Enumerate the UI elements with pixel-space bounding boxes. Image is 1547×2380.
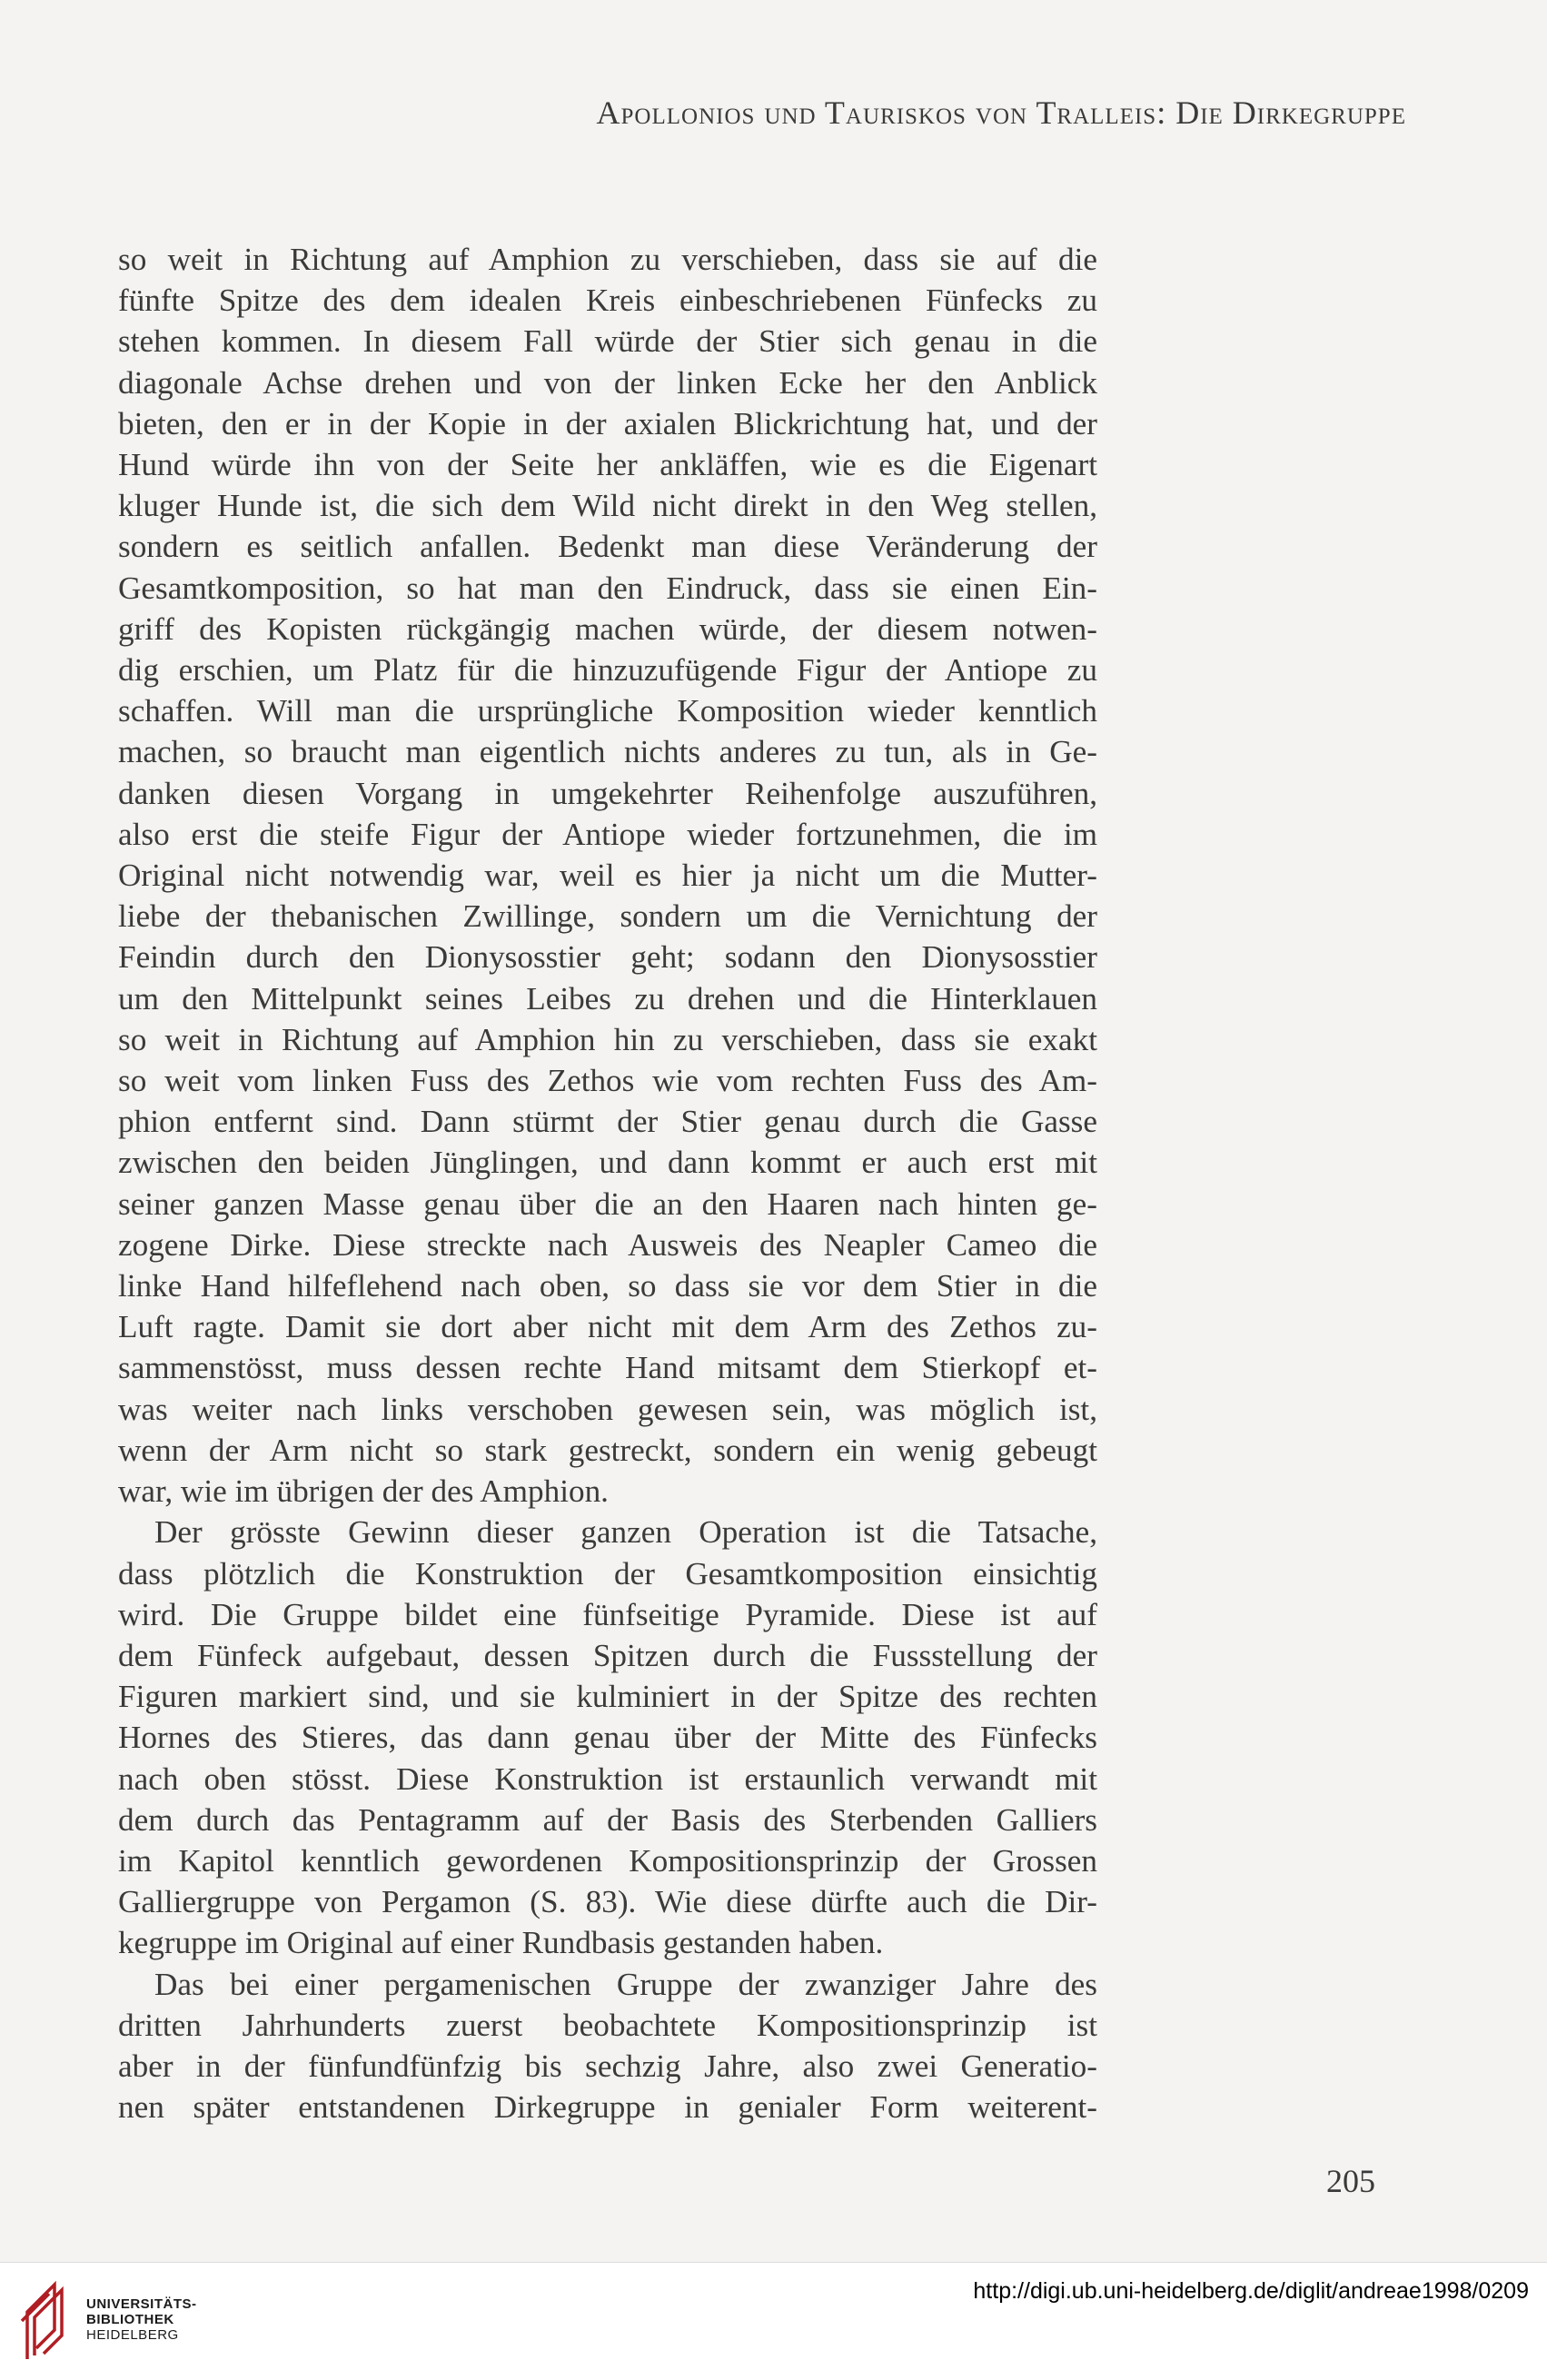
page-number: 205 bbox=[1326, 2163, 1375, 2199]
text-line: dritten Jahrhunderts zuerst beobachtete Kompositionsprinzip ist bbox=[118, 2007, 1097, 2043]
text-line: liebe der thebanischen Zwillinge, sondern um die Vernichtung der bbox=[118, 898, 1097, 935]
text-line: dem durch das Pentagramm auf der Basis des Sterbenden Galliers bbox=[118, 1801, 1097, 1838]
text-line: zogene Dirke. Diese streckte nach Ausweis des Neapler Cameo die bbox=[118, 1226, 1097, 1263]
text-line: dass plötzlich die Konstruktion der Gesamtkomposition einsichtig bbox=[118, 1555, 1097, 1592]
text-line: wird. Die Gruppe bildet eine fünfseitige Pyramide. Diese ist auf bbox=[118, 1596, 1097, 1632]
text-line: was weiter nach links verschoben gewesen sein, was möglich ist, bbox=[118, 1391, 1097, 1427]
text-line: dem Fünfeck aufgebaut, dessen Spitzen durch die Fussstellung der bbox=[118, 1637, 1097, 1673]
text-line: bieten, den er in der Kopie in der axialen Blickrichtung hat, und der bbox=[118, 405, 1097, 441]
text-line: Gesamtkomposition, so hat man den Eindruck, dass sie einen Ein- bbox=[118, 570, 1097, 606]
library-name-line1: UNIVERSITÄTS- bbox=[86, 2296, 197, 2312]
text-line: kegruppe im Original auf einer Rundbasis gestanden haben. bbox=[118, 1925, 884, 1961]
text-line: nach oben stösst. Diese Konstruktion ist erstaunlich verwandt mit bbox=[118, 1760, 1097, 1797]
body-text bbox=[118, 239, 1097, 2127]
text-line: Der grösste Gewinn dieser ganzen Operation ist die Tatsache, bbox=[154, 1514, 1097, 1551]
text-line: fünfte Spitze des dem idealen Kreis einbeschriebenen Fünfecks zu bbox=[118, 283, 1097, 319]
text-line: Feindin durch den Dionysosstier geht; sodann den Dionysosstier bbox=[118, 939, 1097, 976]
text-line: nen später entstandenen Dirkegruppe in genialer Form weiterent- bbox=[118, 2089, 1097, 2126]
text-line: so weit vom linken Fuss des Zethos wie vom rechten Fuss des Am- bbox=[118, 1063, 1097, 1099]
text-line: linke Hand hilfeflehend nach oben, so dass sie vor dem Stier in die bbox=[118, 1268, 1097, 1304]
text-line: Hornes des Stieres, das dann genau über der Mitte des Fünfecks bbox=[118, 1720, 1097, 1756]
text-line: wenn der Arm nicht so stark gestreckt, sondern ein wenig gebeugt bbox=[118, 1432, 1097, 1468]
library-name bbox=[86, 2296, 197, 2343]
text-line: aber in der fünfundfünfzig bis sechzig Jahre, also zwei Generatio- bbox=[118, 2048, 1097, 2084]
text-line: griff des Kopisten rückgängig machen würde, der diesem notwen- bbox=[118, 610, 1097, 647]
text-line: dig erschien, um Platz für die hinzuzufügende Figur der Antiope zu bbox=[118, 652, 1097, 689]
text-line: im Kapitol kenntlich gewordenen Kompositionsprinzip der Grossen bbox=[118, 1842, 1097, 1879]
text-line: also erst die steife Figur der Antiope wieder fortzunehmen, die im bbox=[118, 816, 1097, 852]
source-url-link[interactable]: http://digi.ub.uni-heidelberg.de/diglit/andreae1998/0209 bbox=[973, 2278, 1529, 2304]
text-line: seiner ganzen Masse genau über die an den Haaren nach hinten ge- bbox=[118, 1185, 1097, 1222]
text-line: phion entfernt sind. Dann stürmt der Stier genau durch die Gasse bbox=[118, 1104, 1097, 1140]
text-line: Original nicht notwendig war, weil es hier ja nicht um die Mutter- bbox=[118, 858, 1097, 894]
text-line: so weit in Richtung auf Amphion zu verschieben, dass sie auf die bbox=[118, 242, 1097, 277]
running-head: Apollonios und Tauriskos von Tralleis: Die Dirkegruppe bbox=[596, 94, 1406, 131]
text-line: stehen kommen. In diesem Fall würde der Stier sich genau in die bbox=[118, 323, 1097, 360]
text-line: Hund würde ihn von der Seite her ankläffen, wie es die Eigenart bbox=[118, 447, 1097, 483]
text-line: so weit in Richtung auf Amphion hin zu verschieben, dass sie exakt bbox=[118, 1021, 1097, 1057]
text-line: danken diesen Vorgang in umgekehrter Reihenfolge auszuführen, bbox=[118, 775, 1097, 811]
ub-heidelberg-logo-icon bbox=[18, 2276, 73, 2366]
text-line: diagonale Achse drehen und von der linken Ecke her den Anblick bbox=[118, 364, 1097, 401]
library-name-line2: BIBLIOTHEK bbox=[86, 2312, 174, 2327]
text-line: schaffen. Will man die ursprüngliche Komposition wieder kenntlich bbox=[118, 693, 1097, 729]
text-line: war, wie im übrigen der des Amphion. bbox=[118, 1473, 609, 1510]
text-line: Galliergruppe von Pergamon (S. 83). Wie diese dürfte auch die Dir- bbox=[118, 1884, 1097, 1920]
text-line: Luft ragte. Damit sie dort aber nicht mit dem Arm des Zethos zu- bbox=[118, 1309, 1097, 1345]
text-line: Das bei einer pergamenischen Gruppe der zwanziger Jahre des bbox=[154, 1966, 1097, 2002]
library-name-line3: HEIDELBERG bbox=[86, 2327, 179, 2343]
text-line: um den Mittelpunkt seines Leibes zu drehen und die Hinterklauen bbox=[118, 980, 1097, 1016]
text-line: sondern es seitlich anfallen. Bedenkt man diese Veränderung der bbox=[118, 529, 1097, 565]
text-line: machen, so braucht man eigentlich nichts anderes zu tun, als in Ge- bbox=[118, 734, 1097, 770]
text-line: Figuren markiert sind, und sie kulminiert in der Spitze des rechten bbox=[118, 1679, 1097, 1715]
text-line: sammenstösst, muss dessen rechte Hand mitsamt dem Stierkopf et- bbox=[118, 1350, 1097, 1386]
text-line: zwischen den beiden Jünglingen, und dann kommt er auch erst mit bbox=[118, 1145, 1097, 1181]
text-line: kluger Hunde ist, die sich dem Wild nicht direkt in den Weg stellen, bbox=[118, 488, 1097, 524]
